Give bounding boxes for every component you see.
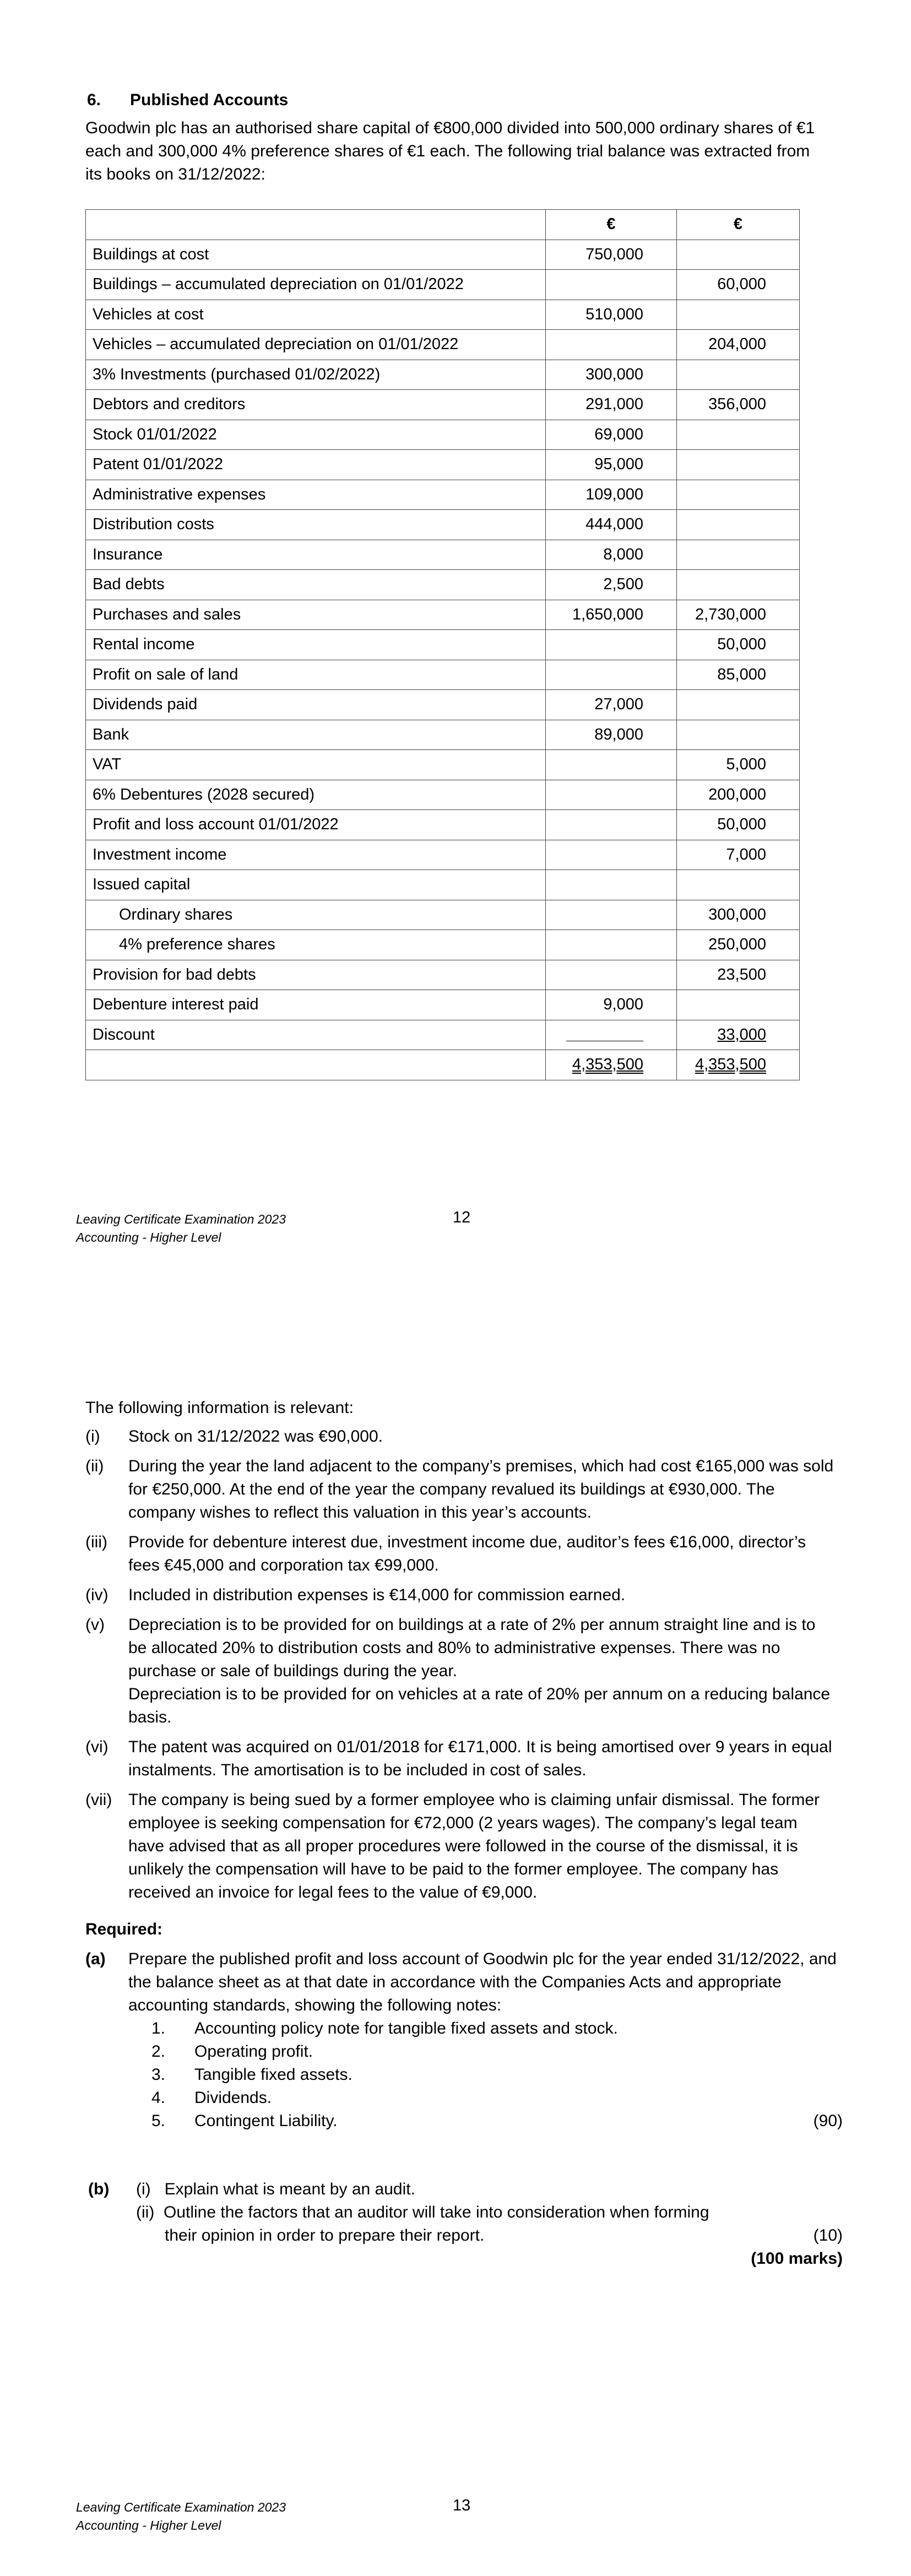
part-a bbox=[85, 1948, 843, 2133]
table-row bbox=[86, 300, 800, 330]
debit-cell: 8,000 bbox=[546, 540, 677, 570]
header-blank-cell bbox=[86, 210, 546, 240]
credit-cell bbox=[677, 570, 800, 600]
note-number: (iv) bbox=[85, 1586, 109, 1604]
information-note bbox=[85, 1613, 834, 1729]
debit-cell: 2,500 bbox=[546, 570, 677, 600]
account-name-cell: Insurance bbox=[86, 540, 546, 570]
information-note bbox=[85, 1455, 834, 1524]
table-row bbox=[86, 240, 800, 270]
account-name-cell: Distribution costs bbox=[86, 510, 546, 540]
information-notes bbox=[85, 1425, 834, 1911]
table-row bbox=[86, 270, 800, 300]
credit-cell: 7,000 bbox=[677, 840, 800, 870]
note-number: (vii) bbox=[85, 1791, 112, 1809]
credit-cell bbox=[677, 1020, 800, 1050]
debit-cell bbox=[546, 840, 677, 870]
account-name-cell: 4% preference shares bbox=[86, 930, 546, 960]
credit-cell bbox=[677, 510, 800, 540]
table-row bbox=[86, 900, 800, 930]
required-note-item bbox=[151, 2086, 843, 2110]
account-name-cell: Ordinary shares bbox=[86, 900, 546, 930]
debit-cell: 750,000 bbox=[546, 240, 677, 270]
table-row bbox=[86, 510, 800, 540]
debit-cell bbox=[546, 630, 677, 660]
required-heading: Required: bbox=[85, 1920, 163, 1938]
table-row bbox=[86, 810, 800, 840]
required-note-item bbox=[151, 2063, 843, 2086]
account-name-cell: Provision for bad debts bbox=[86, 960, 546, 990]
page-number-13: 13 bbox=[453, 2497, 471, 2514]
item-number: 3. bbox=[151, 2066, 166, 2084]
table-row bbox=[86, 660, 800, 690]
account-name-cell: Vehicles – accumulated depreciation on 01/01/2022 bbox=[86, 330, 546, 360]
item-number: 1. bbox=[151, 2019, 166, 2037]
account-name-cell: Bank bbox=[86, 720, 546, 750]
table-row bbox=[86, 840, 800, 870]
item-number: 2. bbox=[151, 2042, 166, 2061]
information-note bbox=[85, 1425, 834, 1448]
part-b-i: (i) Explain what is meant by an audit. bbox=[136, 2180, 415, 2198]
table-row bbox=[86, 330, 800, 360]
credit-cell: 50,000 bbox=[677, 630, 800, 660]
account-name-cell: Buildings – accumulated depreciation on 01/01/2022 bbox=[86, 270, 546, 300]
account-name-cell: Patent 01/01/2022 bbox=[86, 450, 546, 480]
item-number: 4. bbox=[151, 2089, 166, 2107]
note-text: During the year the land adjacent to the company’s premises, which had cost €165,000 was sold for €250,000. At the end of the year the company revalued its buildings at €930,000. The company wishes to reflect this valuation in this year’s accounts. bbox=[128, 1457, 834, 1521]
table-header-row bbox=[86, 210, 800, 240]
part-b-marks: (10) bbox=[813, 2226, 843, 2245]
credit-cell bbox=[677, 720, 800, 750]
account-name-cell: Administrative expenses bbox=[86, 480, 546, 510]
debit-cell bbox=[546, 930, 677, 960]
credit-cell: 23,500 bbox=[677, 960, 800, 990]
credit-cell bbox=[677, 690, 800, 720]
debit-total: 4,353,500 bbox=[572, 1056, 643, 1074]
table-row bbox=[86, 390, 800, 420]
table-row bbox=[86, 360, 800, 390]
account-name-cell: Debenture interest paid bbox=[86, 990, 546, 1020]
debit-cell bbox=[546, 660, 677, 690]
account-name-cell: Rental income bbox=[86, 630, 546, 660]
note-text: Depreciation is to be provided for on buildings at a rate of 2% per annum straight line and is to be allocated 20% to distribution costs and 80% to administrative expenses. There was no purchase or sale of buildings during the year. bbox=[128, 1616, 816, 1680]
question-intro: Goodwin plc has an authorised share capital of €800,000 divided into 500,000 ordinary shares of €1 each and 300,000 4% preference shares of €1 each. The following trial balance was extracted from its books on 31/12/2022: bbox=[85, 119, 815, 183]
note-text: Included in distribution expenses is €14,000 for commission earned. bbox=[128, 1586, 626, 1604]
credit-cell bbox=[677, 990, 800, 1020]
credit-cell bbox=[677, 360, 800, 390]
note-text: Provide for debenture interest due, investment income due, auditor’s fees €16,000, director’s fees €45,000 and corporation tax €99,000. bbox=[128, 1533, 806, 1574]
table-row bbox=[86, 780, 800, 810]
debit-cell: 291,000 bbox=[546, 390, 677, 420]
account-name-cell: Investment income bbox=[86, 840, 546, 870]
account-name-cell: Buildings at cost bbox=[86, 240, 546, 270]
table-row bbox=[86, 690, 800, 720]
required-note-item bbox=[151, 2017, 843, 2040]
account-name-cell: Vehicles at cost bbox=[86, 300, 546, 330]
table-row bbox=[86, 750, 800, 780]
account-name-cell: Profit on sale of land bbox=[86, 660, 546, 690]
table-row bbox=[86, 1020, 800, 1050]
currency-header-cell: € bbox=[677, 210, 800, 240]
debit-cell: 300,000 bbox=[546, 360, 677, 390]
credit-cell bbox=[677, 420, 800, 450]
credit-cell bbox=[677, 540, 800, 570]
credit-cell: 50,000 bbox=[677, 810, 800, 840]
item-text: Tangible fixed assets. bbox=[194, 2066, 353, 2084]
item-text: Dividends. bbox=[194, 2089, 272, 2107]
total-marks: (100 marks) bbox=[751, 2249, 843, 2268]
debit-total-cell bbox=[546, 1050, 677, 1080]
note-text: Depreciation is to be provided for on vehicles at a rate of 20% per annum on a reducing balance basis. bbox=[128, 1685, 831, 1726]
item-text: Operating profit. bbox=[194, 2042, 313, 2061]
account-name-cell: Stock 01/01/2022 bbox=[86, 420, 546, 450]
credit-cell: 200,000 bbox=[677, 780, 800, 810]
part-b bbox=[85, 2178, 843, 2268]
debit-cell bbox=[546, 900, 677, 930]
required-note-item bbox=[151, 2110, 843, 2133]
table-row bbox=[86, 420, 800, 450]
credit-cell: 250,000 bbox=[677, 930, 800, 960]
currency-header-cell: € bbox=[546, 210, 677, 240]
debit-cell bbox=[546, 1020, 677, 1050]
account-name-cell: Profit and loss account 01/01/2022 bbox=[86, 810, 546, 840]
item-text: Contingent Liability. bbox=[194, 2112, 338, 2130]
debit-cell bbox=[546, 330, 677, 360]
credit-cell: 2,730,000 bbox=[677, 600, 800, 630]
item-text: Accounting policy note for tangible fixed assets and stock. bbox=[194, 2019, 618, 2037]
note-text: The patent was acquired on 01/01/2018 for €171,000. It is being amortised over 9 years in equal instalments. The amortisation is to be included in cost of sales. bbox=[128, 1738, 832, 1779]
question-title-text: Published Accounts bbox=[130, 91, 289, 109]
debit-cell bbox=[546, 870, 677, 900]
debit-cell bbox=[546, 750, 677, 780]
part-b-ii: (ii) Outline the factors that an auditor will take into consideration when forming bbox=[136, 2203, 709, 2221]
credit-value: 33,000 bbox=[717, 1025, 766, 1044]
account-name-cell: Dividends paid bbox=[86, 690, 546, 720]
debit-cell: 444,000 bbox=[546, 510, 677, 540]
debit-cell: 9,000 bbox=[546, 990, 677, 1020]
credit-cell bbox=[677, 300, 800, 330]
ruled-blank-line bbox=[566, 1030, 643, 1041]
note-text: Stock on 31/12/2022 was €90,000. bbox=[128, 1427, 383, 1445]
part-a-marks: (90) bbox=[813, 2112, 843, 2130]
note-text: The company is being sued by a former employee who is claiming unfair dismissal. The former employee is seeking compensation for €72,000 (2 years wages). The company’s legal team have advised that as all proper procedures were followed in the course of the dismissal, it is unlikely the compensation will have to be paid to the former employee. The company has received an invoice for legal fees to the value of €9,000. bbox=[128, 1791, 820, 1901]
table-row bbox=[86, 990, 800, 1020]
part-a-text: Prepare the published profit and loss account of Goodwin plc for the year ended 31/12/2022, and the balance sheet as at that date in accordance with the Companies Acts and appropriate accounting standards, showing the following notes: bbox=[128, 1950, 837, 2014]
table-row bbox=[86, 960, 800, 990]
note-number: (ii) bbox=[85, 1457, 104, 1475]
debit-cell: 95,000 bbox=[546, 450, 677, 480]
debit-cell bbox=[546, 960, 677, 990]
question-title bbox=[87, 91, 288, 110]
account-name-cell: VAT bbox=[86, 750, 546, 780]
account-name-cell: Purchases and sales bbox=[86, 600, 546, 630]
part-a-letter: (a) bbox=[85, 1950, 106, 1968]
footer-exam-title: Leaving Certificate Examination 2023 bbox=[76, 2500, 286, 2514]
debit-cell bbox=[546, 270, 677, 300]
account-name-cell: Issued capital bbox=[86, 870, 546, 900]
debit-cell bbox=[546, 810, 677, 840]
table-row bbox=[86, 870, 800, 900]
information-note bbox=[85, 1531, 834, 1577]
note-number: (i) bbox=[85, 1427, 100, 1445]
credit-cell: 5,000 bbox=[677, 750, 800, 780]
account-name-cell: 3% Investments (purchased 01/02/2022) bbox=[86, 360, 546, 390]
credit-cell bbox=[677, 480, 800, 510]
information-note bbox=[85, 1789, 834, 1904]
footer-exam-title: Leaving Certificate Examination 2023 bbox=[76, 1212, 286, 1226]
credit-cell: 356,000 bbox=[677, 390, 800, 420]
debit-cell: 27,000 bbox=[546, 690, 677, 720]
debit-cell: 109,000 bbox=[546, 480, 677, 510]
table-row bbox=[86, 540, 800, 570]
part-b-letter: (b) bbox=[88, 2180, 110, 2198]
table-row bbox=[86, 630, 800, 660]
totals-row bbox=[86, 1050, 800, 1080]
credit-cell: 204,000 bbox=[677, 330, 800, 360]
credit-cell: 85,000 bbox=[677, 660, 800, 690]
part-a-notes-list bbox=[151, 2017, 843, 2133]
credit-cell bbox=[677, 240, 800, 270]
debit-cell bbox=[546, 780, 677, 810]
trial-balance-table bbox=[85, 209, 800, 1080]
table-row bbox=[86, 720, 800, 750]
footer-subject: Accounting - Higher Level bbox=[76, 1230, 221, 1244]
note-number: (vi) bbox=[85, 1738, 109, 1756]
table-row bbox=[86, 570, 800, 600]
account-name-cell: Discount bbox=[86, 1020, 546, 1050]
note-number: (v) bbox=[85, 1616, 105, 1634]
credit-cell bbox=[677, 450, 800, 480]
credit-cell: 300,000 bbox=[677, 900, 800, 930]
credit-total: 4,353,500 bbox=[695, 1056, 766, 1074]
footer bbox=[76, 1210, 286, 1247]
debit-cell: 510,000 bbox=[546, 300, 677, 330]
debit-cell: 89,000 bbox=[546, 720, 677, 750]
part-b-ii-continued: their opinion in order to prepare their report. bbox=[165, 2226, 485, 2245]
question-number: 6. bbox=[87, 91, 101, 109]
page-number: 12 bbox=[453, 1209, 471, 1226]
note-number: (iii) bbox=[85, 1533, 107, 1551]
item-number: 5. bbox=[151, 2112, 166, 2130]
totals-label-cell bbox=[86, 1050, 546, 1080]
table-row bbox=[86, 600, 800, 630]
credit-total-cell bbox=[677, 1050, 800, 1080]
table-row bbox=[86, 930, 800, 960]
table-row bbox=[86, 480, 800, 510]
footer-subject: Accounting - Higher Level bbox=[76, 2518, 221, 2532]
account-name-cell: Debtors and creditors bbox=[86, 390, 546, 420]
credit-cell: 60,000 bbox=[677, 270, 800, 300]
account-name-cell: 6% Debentures (2028 secured) bbox=[86, 780, 546, 810]
information-note bbox=[85, 1584, 834, 1607]
information-heading: The following information is relevant: bbox=[85, 1399, 354, 1417]
information-note bbox=[85, 1736, 834, 1782]
credit-cell bbox=[677, 870, 800, 900]
table-row bbox=[86, 450, 800, 480]
account-name-cell: Bad debts bbox=[86, 570, 546, 600]
debit-cell: 69,000 bbox=[546, 420, 677, 450]
required-note-item bbox=[151, 2040, 843, 2063]
debit-cell: 1,650,000 bbox=[546, 600, 677, 630]
footer-page-13 bbox=[76, 2498, 286, 2535]
